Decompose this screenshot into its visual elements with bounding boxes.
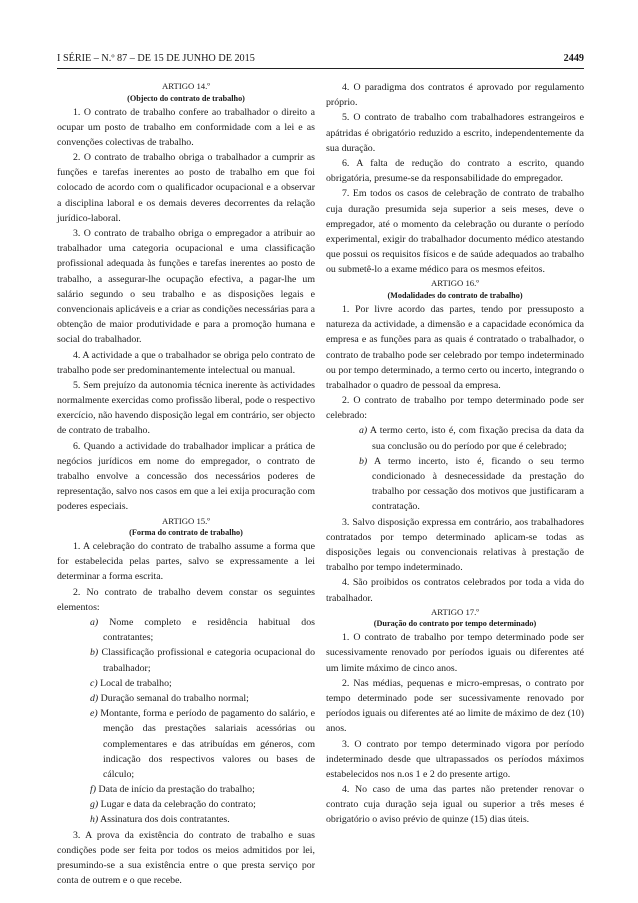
article-15-title: (Forma do contrato de trabalho) — [129, 528, 243, 538]
article-15-item-c: c) Local de trabalho; — [90, 677, 172, 689]
article-14-title: (Objecto do contrato de trabalho) — [127, 93, 245, 103]
article-16-item-b: b) A termo incerto, isto é, ficando o seu termo condicionado à desnecessidade da prestação do trabalho por cessação dos motivos que justificaram a contratação. — [359, 455, 584, 513]
right-column — [326, 80, 584, 828]
article-15-item-b: b) Classificação profissional e categoria ocupacional do trabalhador; — [90, 647, 315, 674]
article-15-paragraph-6: 6. A falta de redução do contrato a escrito, quando obrigatória, presume-se da responsabilidade do empregador. — [326, 157, 584, 185]
article-14-paragraph-1: 1. O contrato de trabalho confere ao trabalhador o direito a ocupar um posto de trabalho em conformidade com a lei e as convenções colectivas de trabalho. — [57, 106, 315, 148]
article-15-item-e: e) Montante, forma e período de pagamento do salário, e menção das prestações salariais acessórias ou complementares e das atribuídas em géneros, com indicação dos respectivos valores ou bases de cálculo; — [90, 708, 315, 780]
article-16-item-a: a) A termo certo, isto é, com fixação precisa da data da sua conclusão ou do período por que é celebrado; — [359, 425, 584, 452]
article-15-paragraph-2: 2. No contrato de trabalho devem constar os seguintes elementos: — [57, 586, 315, 613]
article-16-paragraph-3: 3. Salvo disposição expressa em contrário, aos trabalhadores contratados por tempo determinado aplicam-se todas as disposições legais ou convencionais relativas à prestação de trabalho por tempo indeterminado. — [326, 516, 584, 574]
article-17-paragraph-1: 1. O contrato de trabalho por tempo determinado pode ser sucessivamente renovado por períodos iguais ou diferentes até um limite máximo de cinco anos. — [326, 632, 584, 674]
article-17-title: (Duração do contrato por tempo determinado) — [373, 619, 537, 629]
article-17-paragraph-2: 2. Nas médias, pequenas e micro-empresas, o contrato por tempo determinado pode ser sucessivamente renovado por períodos iguais ou diferentes até ao limite de máximo de dez (10) anos. — [326, 677, 584, 735]
article-14-paragraph-5: 5. Sem prejuízo da autonomia técnica inerente às actividades normalmente exercidas como profissão liberal, pode o respectivo exercício, não havendo disposição legal em contrário, ser objecto de contrato de trabalho. — [57, 379, 315, 437]
header-rule — [57, 68, 584, 69]
article-15-item-d: d) Duração semanal do trabalho normal; — [90, 692, 249, 704]
article-17-paragraph-3: 3. O contrato por tempo determinado vigora por período indeterminado desde que ultrapassados os períodos máximos estabelecidos nos n.os 1 e 2 do presente artigo. — [326, 738, 584, 780]
article-16-paragraph-2: 2. O contrato de trabalho por tempo determinado pode ser celebrado: — [326, 395, 584, 422]
article-15-number: ARTIGO 15.º — [161, 515, 211, 526]
header-publication: I SÉRIE – N.º 87 – DE 15 DE JUNHO DE 2015 — [57, 53, 255, 64]
page-header — [57, 52, 584, 66]
article-16-number: ARTIGO 16.º — [430, 278, 480, 289]
article-15-item-f: f) Data de início da prestação do trabalho; — [90, 784, 255, 796]
article-16-title: (Modalidades do contrato de trabalho) — [387, 290, 523, 300]
article-15-paragraph-3: 3. A prova da existência do contrato de trabalho e suas condições pode ser feita por todos os meios admitidos por lei, presumindo-se a sua existência entre o que presta serviço por conta de outrem e o que recebe. — [57, 829, 315, 887]
article-15-item-h: h) Assinatura dos dois contratantes. — [90, 814, 230, 826]
article-14-paragraph-2: 2. O contrato de trabalho obriga o trabalhador a cumprir as funções e tarefas inerentes ao posto de trabalho em que foi colocado de acordo com o qualificador ocupacional e a observar a disciplina laboral e os demais deveres decorrentes da relação jurídico-laboral. — [57, 152, 315, 224]
article-15-paragraph-4: 4. O paradigma dos contratos é aprovado por regulamento próprio. — [326, 82, 584, 109]
article-16-paragraph-1: 1. Por livre acordo das partes, tendo por pressuposto a natureza da actividade, a dimensão e a capacidade económica da empresa e as funções para as quais é contratado o trabalhador, o contrato de trabalho pode ser celebrado por tempo indeterminado ou por tempo determinado, a termo certo ou incerto, integrando o trabalhador o quadro de pessoal da empresa. — [326, 303, 584, 391]
article-14-paragraph-6: 6. Quando a actividade do trabalhador implicar a prática de negócios jurídicos em nome do empregador, o contrato de trabalho envolve a concessão dos necessários poderes de representação, salvo nos casos em que a lei exija procuração com poderes especiais. — [57, 440, 315, 513]
article-15-item-a: a) Nome completo e residência habitual dos contratantes; — [90, 617, 315, 644]
article-17-paragraph-4: 4. No caso de uma das partes não pretender renovar o contrato cuja duração seja igual ou superior a três meses é obrigatório o aviso prévio de quinze (15) dias úteis. — [326, 784, 584, 826]
article-16-paragraph-4: 4. São proibidos os contratos celebrados por toda a vida do trabalhador. — [326, 577, 584, 604]
article-14-paragraph-4: 4. A actividade a que o trabalhador se obriga pelo contrato de trabalho pode ser predominantemente intelectual ou manual. — [57, 349, 315, 376]
article-15-paragraph-7: 7. Em todos os casos de celebração de contrato de trabalho cuja duração presumida seja superior a seis meses, deve o empregador, até o momento da celebração ou durante o período experimental, exigir do trabalhador documento médico atestando que possui os requisitos físicos e de saúde adequados ao trabalho ou submetê-lo a exame médico para os mesmos efeitos. — [326, 188, 584, 276]
article-14-paragraph-3: 3. O contrato de trabalho obriga o empregador a atribuir ao trabalhador uma categoria ocupacional e uma classificação profissional adequada às funções e tarefas inerentes ao posto de trabalho, a assegurar-lhe ocupação efectiva, a pagar-lhe um salário segundo o seu trabalho e as disposições legais e convencionais aplicáveis e a criar as condições necessárias para a obtenção de maior produtividade e para a promoção humana e social do trabalhador. — [57, 228, 315, 346]
article-17-number: ARTIGO 17.º — [430, 606, 480, 617]
article-15-paragraph-1: 1. A celebração do contrato de trabalho assume a forma que for estabelecida pelas partes, salvo se expressamente a lei determinar a forma escrita. — [57, 541, 315, 583]
left-column — [57, 80, 315, 888]
article-15-item-g: g) Lugar e data da celebração do contrato; — [90, 799, 256, 811]
article-14-number: ARTIGO 14.º — [161, 81, 211, 91]
article-15-paragraph-5: 5. O contrato de trabalho com trabalhadores estrangeiros e apátridas é obrigatório reduzido a escrito, independentemente da sua duração. — [326, 112, 584, 154]
page-number: 2449 — [563, 53, 584, 64]
